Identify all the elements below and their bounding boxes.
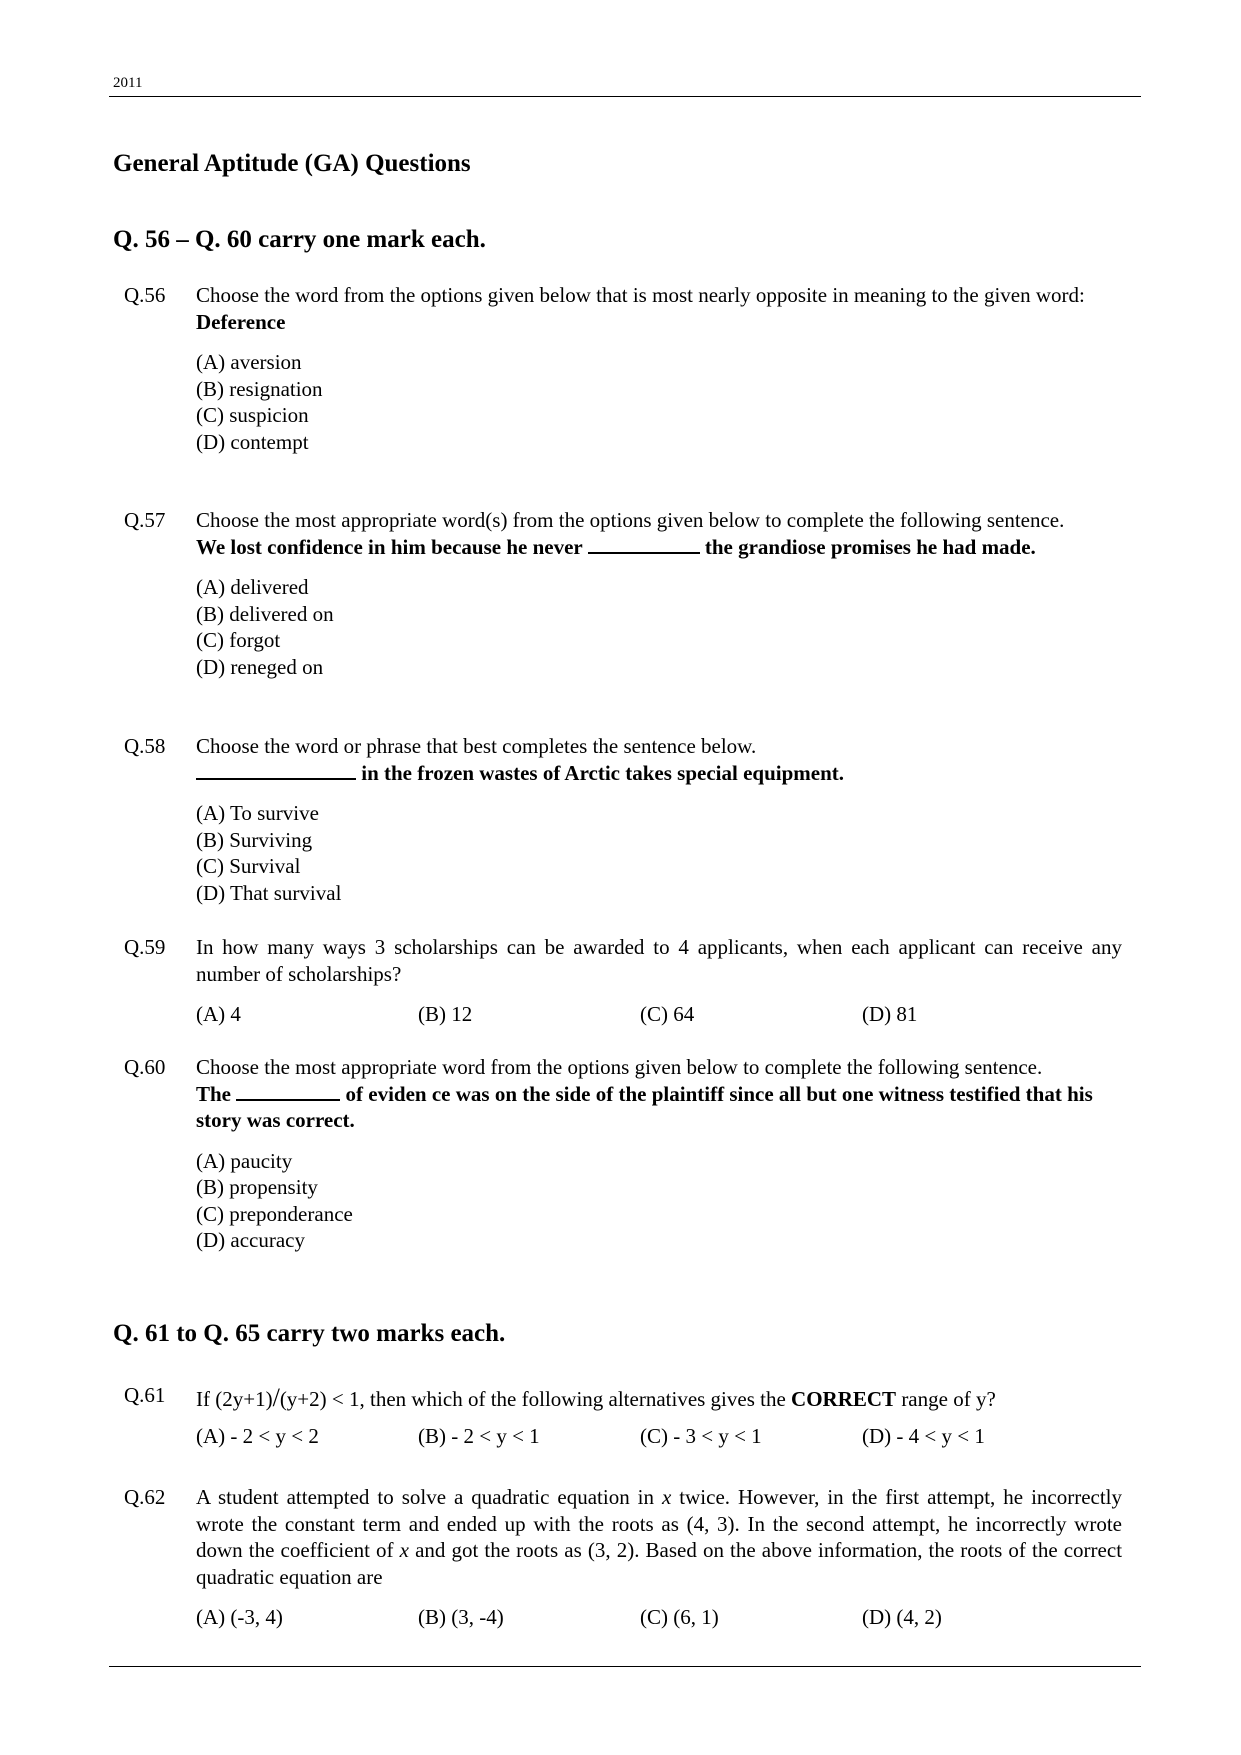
option-b: (B) (3, -4) <box>418 1605 504 1629</box>
question-sentence <box>196 1081 1122 1134</box>
variable-x: x <box>399 1538 409 1562</box>
option-b: (B) delivered on <box>196 601 334 626</box>
option-b: (B) 12 <box>418 1002 473 1026</box>
sentence-end: in the frozen wastes of Arctic takes special equipment. <box>361 760 845 785</box>
question-number: Q.57 <box>124 508 166 532</box>
question-number: Q.56 <box>124 283 166 307</box>
question-stem: Choose the word or phrase that best completes the sentence below. <box>196 734 757 758</box>
option-d: (D) (4, 2) <box>862 1605 942 1629</box>
sentence-start: We lost confidence in him because he never <box>196 534 583 559</box>
option-c: (C) (6, 1) <box>640 1605 719 1629</box>
question-number: Q.58 <box>124 734 166 758</box>
option-b: (B) Surviving <box>196 827 313 852</box>
option-d: (D) contempt <box>196 429 309 454</box>
option-a: (A) delivered <box>196 575 309 599</box>
option-b: (B) resignation <box>196 376 323 401</box>
question-stem: Choose the most appropriate word from the options given below to complete the following sentence. <box>196 1055 1043 1079</box>
option-a: (A) aversion <box>196 350 302 374</box>
option-a: (A) - 2 < y < 2 <box>196 1423 319 1448</box>
question-sentence <box>196 760 1122 787</box>
emphasis-correct: CORRECT <box>791 1387 897 1411</box>
question-keyword: Deference <box>196 309 286 334</box>
footer-rule <box>109 1666 1141 1667</box>
option-d: (D) accuracy <box>196 1228 305 1252</box>
question-stem: Choose the word from the options given below that is most nearly opposite in meaning to the given word: <box>196 283 1085 307</box>
question-stem: In how many ways 3 scholarships can be awarded to 4 applicants, when each applicant can receive any number of scholarships? <box>196 935 1122 986</box>
option-c: (C) suspicion <box>196 403 309 427</box>
section-title: General Aptitude (GA) Questions <box>113 150 471 177</box>
question-number: Q.61 <box>124 1383 166 1407</box>
option-c: (C) preponderance <box>196 1201 353 1226</box>
question-number: Q.60 <box>124 1055 166 1079</box>
option-c: (C) forgot <box>196 628 281 652</box>
sentence-end: of eviden ce was on the side of the plaintiff since all but one witness testified that his story was correct. <box>196 1081 1093 1132</box>
question-number: Q.62 <box>124 1485 166 1509</box>
option-b: (B) - 2 < y < 1 <box>418 1423 540 1448</box>
option-d: (D) That survival <box>196 880 342 905</box>
option-c: (C) 64 <box>640 1002 695 1026</box>
blank-line <box>588 534 700 554</box>
option-a: (A) To survive <box>196 801 319 825</box>
option-b: (B) propensity <box>196 1175 318 1199</box>
page-header-year: 2011 <box>113 75 143 91</box>
question-sentence <box>196 534 1122 561</box>
question-stem: If (2y+1)/(y+2) < 1, then which of the following alternatives gives the CORRECT range of y? <box>196 1383 996 1412</box>
sentence-end: the grandiose promises he had made. <box>704 534 1036 559</box>
question-stem: Choose the most appropriate word(s) from the options given below to complete the following sentence. <box>196 508 1065 532</box>
sentence-start: The <box>196 1081 232 1106</box>
blank-line <box>196 760 356 780</box>
option-c: (C) - 3 < y < 1 <box>640 1423 762 1448</box>
option-a: (A) (-3, 4) <box>196 1605 283 1629</box>
question-stem: A student attempted to solve a quadratic equation in x twice. However, in the first attempt, he incorrectly wrote the constant term and ended up with the roots as (4, 3). In the second attempt, he incorrectly wrote down the coefficient of x and got the roots as (3, 2). Based on the above information, the roots of the correct quadratic equation are <box>196 1485 1123 1589</box>
option-c: (C) Survival <box>196 854 301 878</box>
part-one-title: Q. 56 – Q. 60 carry one mark each. <box>113 226 486 253</box>
blank-line <box>236 1081 340 1101</box>
option-a: (A) paucity <box>196 1148 293 1173</box>
question-number: Q.59 <box>124 935 166 959</box>
option-d: (D) 81 <box>862 1002 918 1026</box>
part-two-title: Q. 61 to Q. 65 carry two marks each. <box>113 1320 506 1347</box>
option-a: (A) 4 <box>196 1002 241 1026</box>
option-d: (D) - 4 < y < 1 <box>862 1423 985 1448</box>
variable-x: x <box>661 1485 672 1509</box>
header-rule <box>109 96 1141 97</box>
option-d: (D) reneged on <box>196 654 324 679</box>
